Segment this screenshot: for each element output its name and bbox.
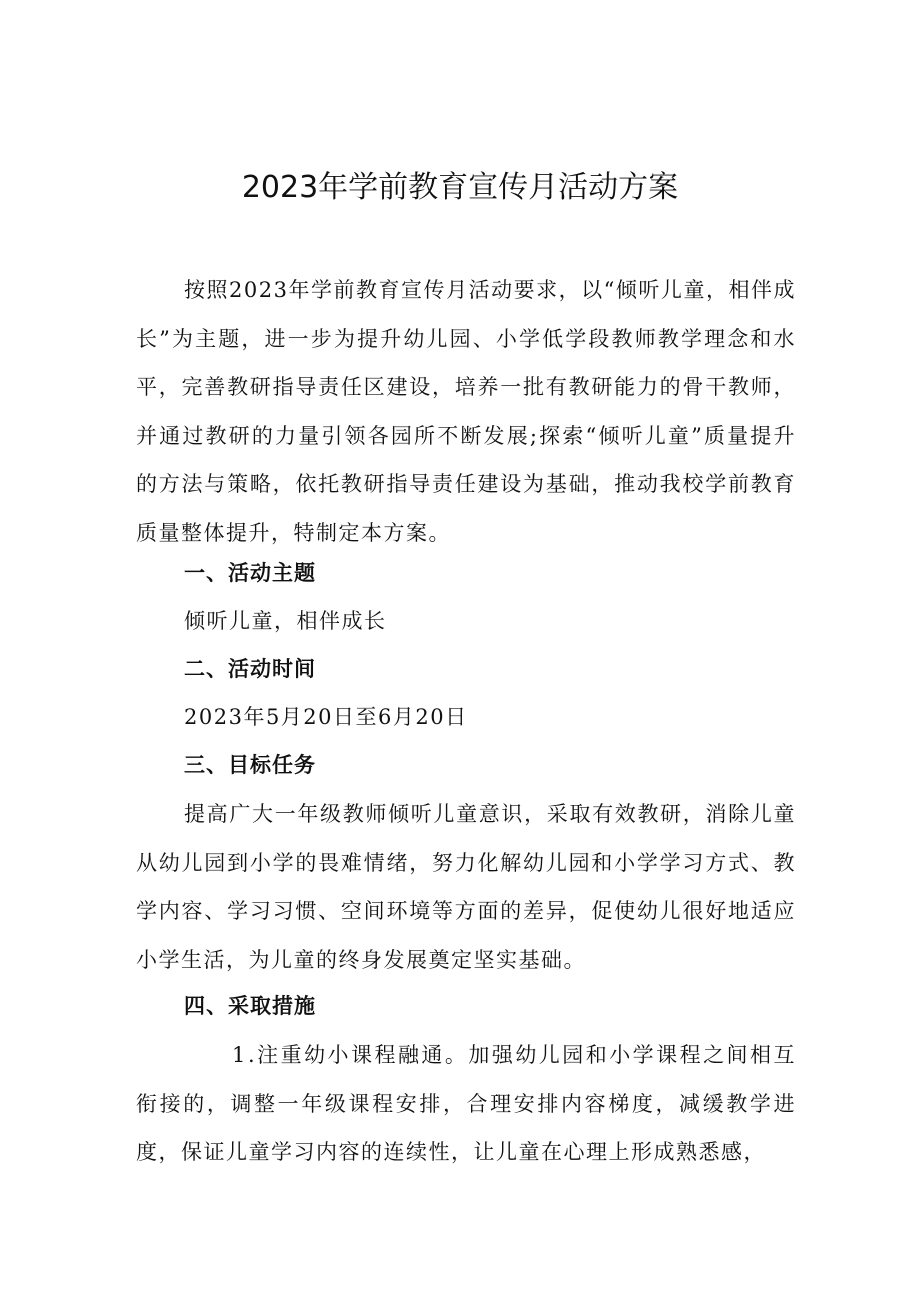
- section-body-theme: 倾听儿童，相伴成长: [184, 609, 387, 633]
- measure-item-1: [136, 1031, 796, 1177]
- section-body-goals: 提高广大一年级教师倾听儿童意识，采取有效教研，消除儿童从幼儿园到小学的畏难情绪，努力化解幼儿园和小学学习方式、教学内容、学习习惯、空间环境等方面的差异，促使幼儿很好地适应小学生活，为儿童的终身发展奠定坚实基础。: [136, 802, 796, 972]
- section-heading-measures: 四、采取措施: [184, 994, 316, 1018]
- document-title: 2023年学前教育宣传月活动方案: [241, 170, 679, 205]
- section-heading-time: 二、活动时间: [184, 657, 316, 681]
- section-heading-goals: 三、目标任务: [184, 753, 316, 777]
- section-heading-theme: 一、活动主题: [184, 561, 316, 585]
- section-body-time: 2023年5月20日至6月20日: [184, 705, 468, 729]
- measure-number: 1: [232, 1043, 247, 1067]
- measure-text: .注重幼小课程融通。加强幼儿园和小学课程之间相互衔接的，调整一年级课程安排，合理安排内容梯度，减缓教学进度，保证儿童学习内容的连续性，让儿童在心理上形成熟悉感，: [136, 1043, 796, 1164]
- intro-paragraph: 按照2023年学前教育宣传月活动要求，以“倾听儿童，相伴成长”为主题，进一步为提升幼儿园、小学低学段教师教学理念和水平，完善教研指导责任区建设，培养一批有教研能力的骨干教师，并通过教研的力量引领各园所不断发展;探索“倾听儿童”质量提升的方法与策略，依托教研指导责任建设为基础，推动我校学前教育质量整体提升，特制定本方案。: [136, 278, 796, 545]
